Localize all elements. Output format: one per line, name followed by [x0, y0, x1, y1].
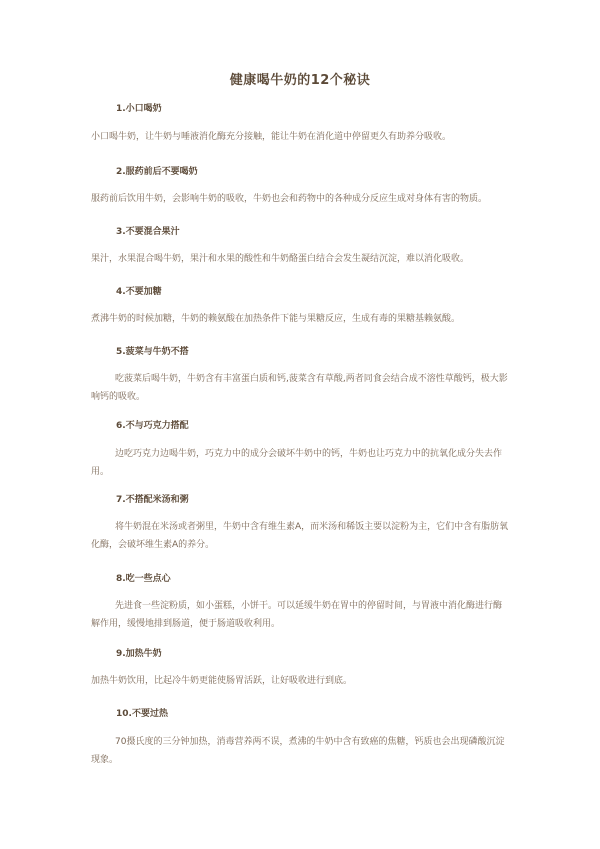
section-paragraph: 加热牛奶饮用，比起冷牛奶更能使肠胃活跃，让好吸收进行到底。: [91, 676, 353, 686]
section-heading: 3.不要混合果汁: [116, 227, 180, 237]
section-paragraph: 边吃巧克力边喝牛奶，巧克力中的成分会破坏牛奶中的钙，牛奶也让巧克力中的抗氧化成分失去作用。: [91, 449, 503, 477]
section-heading: 8.吃一些点心: [116, 574, 171, 584]
section-paragraph: 吃菠菜后喝牛奶，牛奶含有丰富蛋白质和钙,菠菜含有草酸,两者同食会结合成不溶性草酸钙，极大影响钙的吸收。: [91, 374, 508, 402]
section-heading: 2.服药前后不要喝奶: [116, 167, 198, 177]
section-paragraph: 煮沸牛奶的时候加糖，牛奶的赖氨酸在加热条件下能与果糖反应，生成有毒的果糖基赖氨酸。: [91, 314, 461, 324]
document-title: 健康喝牛奶的12个秘诀: [229, 73, 371, 88]
section-heading: 10.不要过热: [116, 709, 168, 719]
section-heading: 6.不与巧克力搭配: [116, 421, 189, 431]
section-heading: 4.不要加糖: [116, 287, 162, 297]
section-paragraph: 小口喝牛奶，让牛奶与唾液消化酶充分接触，能让牛奶在消化道中停留更久有助养分吸收。: [91, 132, 452, 142]
section-heading: 9.加热牛奶: [116, 649, 162, 659]
section-heading: 7.不搭配米汤和粥: [116, 495, 189, 505]
section-paragraph: 70摄氏度的三分钟加热，消毒营养两不误，煮沸的牛奶中含有致癌的焦糖，钙质也会出现磷酸沉淀现象。: [91, 737, 505, 765]
section-paragraph: 果汁，水果混合喝牛奶，果汁和水果的酸性和牛奶酪蛋白结合会发生凝结沉淀，难以消化吸收。: [91, 254, 470, 264]
section-paragraph: 将牛奶混在米汤或者粥里，牛奶中含有维生素A，而米汤和稀饭主要以淀粉为主，它们中含有脂肪氧化酶，会破坏维生素A的养分。: [91, 522, 509, 550]
section-paragraph: 先进食一些淀粉质，如小蛋糕，小饼干。可以延缓牛奶在胃中的停留时间，与胃液中消化酶进行酶解作用，缓慢地排到肠道，便于肠道吸收利用。: [91, 601, 503, 629]
section-paragraph: 服药前后饮用牛奶，会影响牛奶的吸收，牛奶也会和药物中的各种成分反应生成对身体有害的物质。: [91, 194, 488, 204]
section-heading: 5.菠菜与牛奶不搭: [116, 347, 189, 357]
section-heading: 1.小口喝奶: [116, 104, 162, 114]
